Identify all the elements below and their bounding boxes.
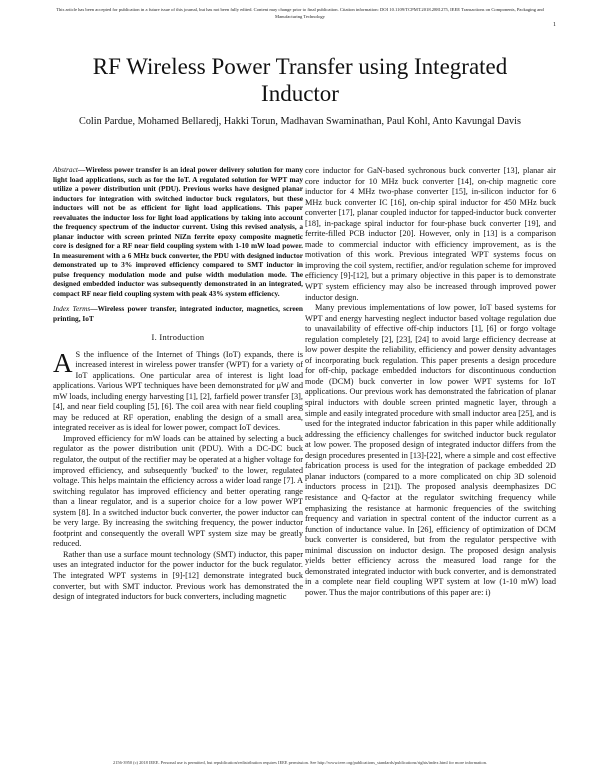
paper-title: RF Wireless Power Transfer using Integrated Inductor: [92, 54, 508, 106]
abstract: [53, 165, 303, 298]
abstract-lead: Abstract: [53, 165, 78, 174]
right-paragraph-2: Many previous implementations of low power, IoT based systems for WPT and energy harvesting neglect inductor based voltage regulation due to unavailability of effective off-chip inductors [1], [6] or forgo voltage regulation completely [2], [23], [24] to avoid large efficiency decrease at low power despite the reliability, efficiency and power density advantages of incorporating buck regulation. This paper presents a design procedure for off-chip, package embedded inductors for discontinuous conduction mode (DCM) buck converter in low power WPT systems for IoT applications. Our previous work has demonstrated the fabrication of planar spiral inductors with double screen printed magnetic layer, through a simple and easily integrated procedure with small inductor area [25], and is used for the integrated inductor fabrication in this paper while additionally addressing the efficiency challenges for switched inductor buck regulator at low power. The proposed design of integrated inductor differs from the design procedures presented in [13]-[22], where a simple and cost effective fabrication process is used for the integration of package embedded 2D planar inductors (compared to a more complicated on chip 3D solenoid inductors process in [21]). The proposed analysis deemphasizes DC resistance and Q-factor at the regulator switching frequency while emphasizing the resistance at harmonic frequencies of the switching frequency and variation in spectral content of the inductor current as a function of inductance value. In [26], efficiency of optimization of DCM buck converter is considered, but from the regulator perspective with minimal discussion on inductor design. The proposed design analysis yields better efficiency across the measured load range for the demonstrated integrated inductor with buck converter, and is demonstrated in a complete near field coupling WPT system at low (1-10 mW) load power. Thus the major contributions of this paper are: i): [305, 303, 556, 597]
section-heading-introduction: I. Introduction: [151, 333, 205, 342]
index-terms: [53, 304, 303, 323]
right-paragraph-1: core inductor for GaN-based sychronous buck converter [13], planar air core inductor for 10 MHz buck converter [14], on-chip magnetic core inductor for 4 MHz two-phase converter [15], in-silicon inductor for 6 MHz buck converter IC [16], on-chip spiral inductor for 450 MHz buck converter [17], planar coupled inductor for tapped-inductor buck converter [18], in-package spiral inductor for four-phase buck converter [19], and ferrite-filled PCB inductor [20]. However, only in [13] is a comparison made to commercial inductor with efficiency improvement, as is the motivation of this work. Previous integrated WPT systems focus on improving the coil system, rectifier, and/or regulation scheme for improved efficiency [9]-[12], but a primary objective in this paper is to demonstrate WPT system efficiency may also be increased through improved power inductor design.: [305, 166, 556, 302]
index-terms-lead: Index Terms: [53, 304, 91, 313]
page-number: 1: [553, 22, 556, 28]
intro-paragraph-1-text: S the influence of the Internet of Things (IoT) expands, there is increased interest in wireless power transfer (WPT) for a variety of IoT applications. One particular area of interest is light load applications. Various WPT techniques have been demonstrated for μW and mW loads, including energy harvesting [1], [2], farfield power transfer [3], [4], and near field coupling [5], [6]. The coil area with near field coupling may be reduced at RF operation, enabling the design of a small area, integrated receiver as is ideal for lower power, compact IoT devices.: [53, 349, 303, 433]
left-column: [53, 165, 303, 603]
index-terms-text: —Wireless power transfer, integrated inductor, magnetics, screen printing, IoT: [53, 304, 303, 323]
intro-paragraph-1: [53, 347, 303, 434]
intro-paragraph-2: Improved efficiency for mW loads can be attained by selecting a buck regulator as the power distribution unit (PDU). With a DC-DC buck regulator, the output of the rectifier may be operated at a higher voltage for improved efficiency, and subsequently 'bucked' to the lower, regulated voltage. This helps maintain the efficiency across a wider load range [7]. A switching regulator has improved efficiency and better operating range than a linear regulator, and is a superior choice for a low power WPT system [8]. In a switched inductor buck converter, the power inductor can be very large. By increasing the switching frequency, the power inductor footprint and consequently the overall WPT system size may be greatly reduced.: [53, 433, 303, 549]
right-column: [305, 166, 556, 598]
drop-cap: A: [53, 347, 73, 378]
abstract-text: —Wireless power transfer is an ideal power delivery solution for many light load applications, such as for the IoT. A regulated solution for WPT may utilize a power distribution unit (PDU). Previous works have designed planar inductors for integration with switched inductor buck regulators, but these inductors will not be as efficient for light load applications. This paper reevaluates the inductor loss for light load applications by taking into account the frequency spectrum of the inductor current. Using this revised analysis, a planar inductor with screen printed NiZn ferrite epoxy composite magnetic core is designed for a RF near field coupling system with 1-10 mW load power. In measurement with a 6 MHz buck converter, the PDU with designed inductor demonstrated up to 3% improved efficiency compared to SMT inductor in pulse frequency modulation mode and pulse width modulation mode. The designed embedded inductor was subsequently demonstrated in an integrated, compact RF near field coupling system with peak 43% system efficiency.: [53, 165, 303, 298]
copyright-footer: 2156-3950 (c) 2018 IEEE. Personal use is permitted, but republication/redistribution requires IEEE permission. See http://www.ieee.org/publications_standards/publications/rights/index.html for more information.: [113, 760, 487, 765]
author-list: Colin Pardue, Mohamed Bellaredj, Hakki Torun, Madhavan Swaminathan, Paul Kohl, Anto Kavungal Davis: [79, 116, 521, 127]
journal-notice: This article has been accepted for publication in a future issue of this journal, but has not been fully edited. Content may change prior to final publication. Citation information: DOI 10.1109/TCPMT.2018.2881275, IEEE Transactions on Components, Packaging and Manufacturing Technology: [56, 7, 544, 19]
intro-paragraph-3: Rather than use a surface mount technology (SMT) inductor, this paper uses an integrated inductor for the power inductor for the buck regulator. The integrated WPT systems in [9]-[12] demonstrate integrated buck converter, but with SMT inductor. Previous work has demonstrated the design of integrated inductors for buck converters, including magnetic: [53, 549, 303, 602]
